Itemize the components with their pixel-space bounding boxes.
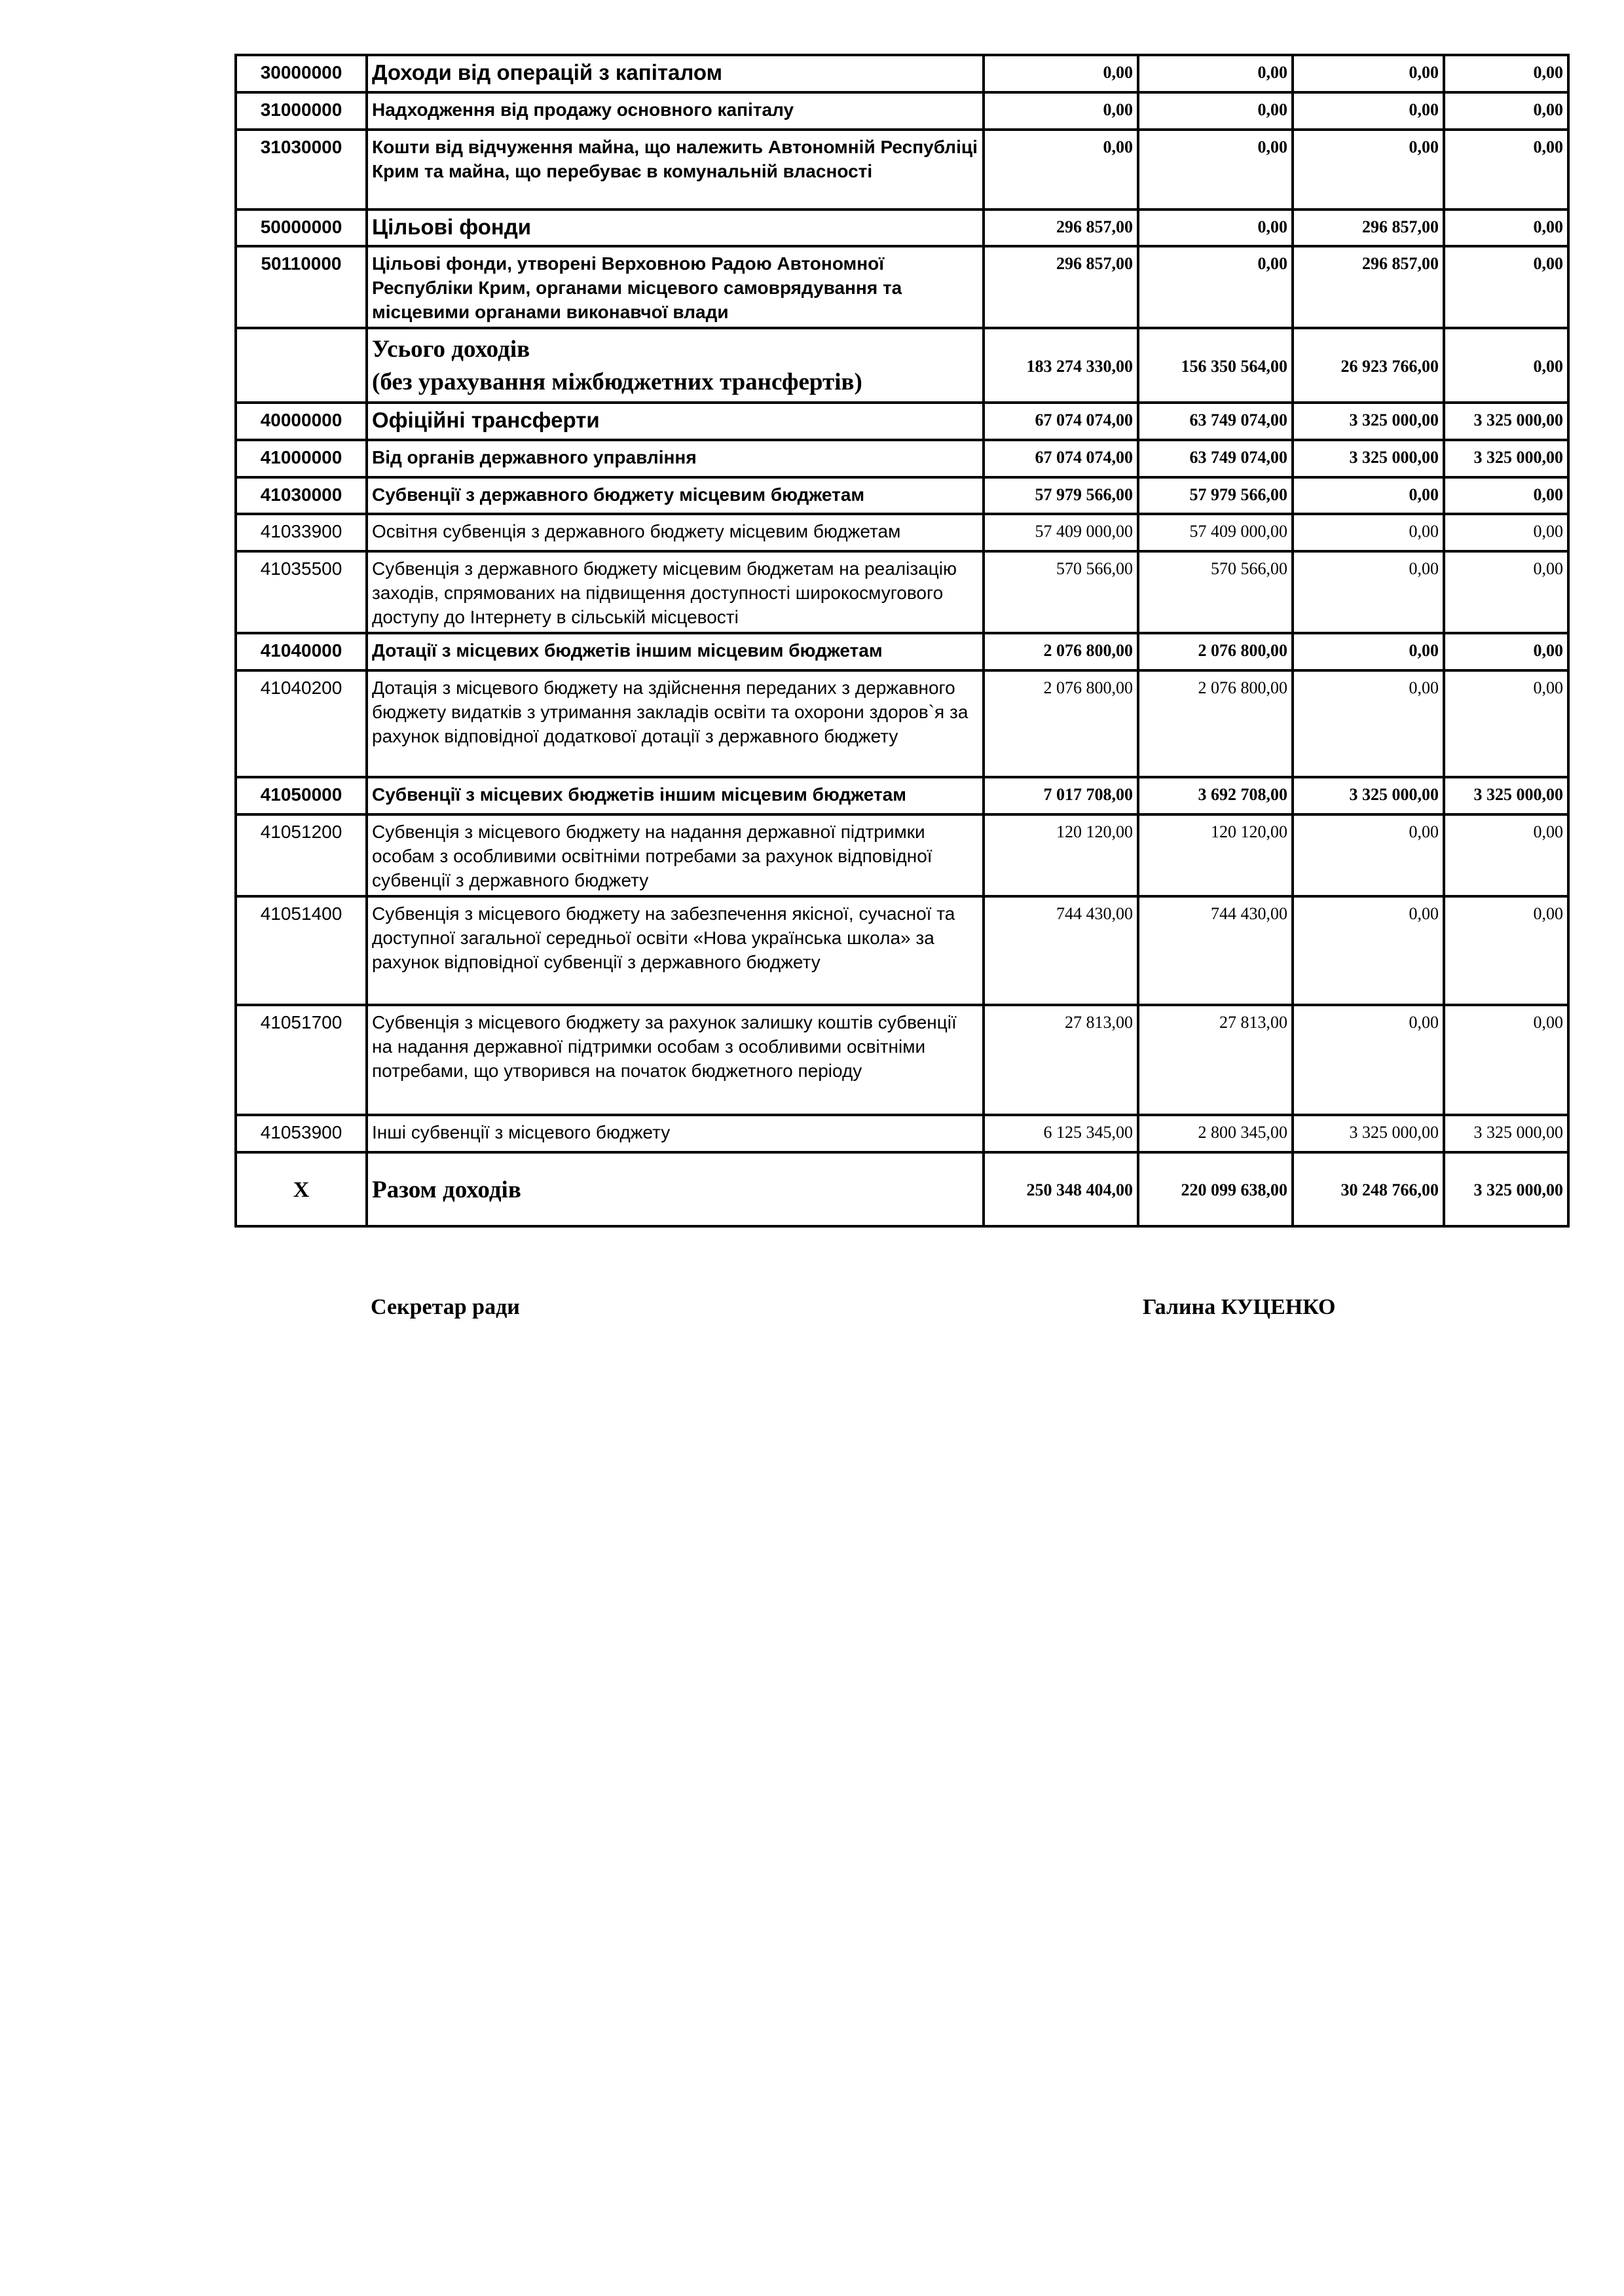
table-row: [236, 130, 1568, 210]
row-value-total: 183 274 330,00: [984, 328, 1138, 403]
row-value-total: 570 566,00: [984, 551, 1138, 633]
row-value-development-budget: 3 325 000,00: [1444, 1115, 1568, 1152]
row-name: Кошти від відчуження майна, що належить Автономній Республіці Крим та майна, що перебуває в комунальній власності: [367, 130, 984, 210]
row-value-total: 296 857,00: [984, 210, 1138, 246]
row-value-general-fund: 57 409 000,00: [1138, 514, 1293, 551]
row-code: 41053900: [236, 1115, 367, 1152]
row-name: Субвенція з державного бюджету місцевим бюджетам на реалізацію заходів, спрямованих на підвищення доступності широкосмугового доступу до Інтернету в сільській місцевості: [367, 551, 984, 633]
row-name: Освітня субвенція з державного бюджету місцевим бюджетам: [367, 514, 984, 551]
row-value-total: 744 430,00: [984, 896, 1138, 1005]
table-row: [236, 440, 1568, 477]
row-name: Субвенція з місцевого бюджету за рахунок залишку коштів субвенції на надання державної підтримки особам з особливими освітніми потребами, що утворився на початок бюджетного періоду: [367, 1005, 984, 1115]
row-value-development-budget: 0,00: [1444, 814, 1568, 896]
row-value-general-fund: 570 566,00: [1138, 551, 1293, 633]
row-value-total: 0,00: [984, 92, 1138, 130]
row-name: Інші субвенції з місцевого бюджету: [367, 1115, 984, 1152]
table-row: [236, 1115, 1568, 1152]
table-row: [236, 777, 1568, 814]
row-name: Дотація з місцевого бюджету на здійснення переданих з державного бюджету видатків з утримання закладів освіти та охорони здоров`я за рахунок відповідної додаткової дотації з державного бюджету: [367, 670, 984, 777]
row-code: 41040000: [236, 633, 367, 670]
row-code: X: [236, 1152, 367, 1226]
row-value-development-budget: 3 325 000,00: [1444, 777, 1568, 814]
row-name: Цільові фонди: [367, 210, 984, 246]
row-name: Офіційні трансферти: [367, 403, 984, 440]
row-code: 41051700: [236, 1005, 367, 1115]
row-value-special-fund: 0,00: [1293, 92, 1444, 130]
row-code: 30000000: [236, 55, 367, 92]
row-code: 31030000: [236, 130, 367, 210]
table-row: [236, 551, 1568, 633]
row-name: Надходження від продажу основного капіталу: [367, 92, 984, 130]
subtotal-label-line1: Усього доходів: [372, 336, 530, 363]
row-value-development-budget: 0,00: [1444, 246, 1568, 328]
row-code: 41035500: [236, 551, 367, 633]
row-value-development-budget: 3 325 000,00: [1444, 440, 1568, 477]
row-name: Від органів державного управління: [367, 440, 984, 477]
row-value-special-fund: 296 857,00: [1293, 246, 1444, 328]
table-row: [236, 896, 1568, 1005]
row-value-special-fund: 296 857,00: [1293, 210, 1444, 246]
table-row: [236, 670, 1568, 777]
table-row: [236, 477, 1568, 514]
row-value-general-fund: 120 120,00: [1138, 814, 1293, 896]
row-name: Субвенція з місцевого бюджету на надання державної підтримки особам з особливими освітніми потребами за рахунок відповідної субвенції з державного бюджету: [367, 814, 984, 896]
row-value-general-fund: 3 692 708,00: [1138, 777, 1293, 814]
subtotal-row: [236, 328, 1568, 403]
row-value-development-budget: 0,00: [1444, 633, 1568, 670]
row-value-total: 296 857,00: [984, 246, 1138, 328]
row-value-special-fund: 0,00: [1293, 1005, 1444, 1115]
row-value-general-fund: 0,00: [1138, 92, 1293, 130]
table-row: [236, 246, 1568, 328]
row-value-general-fund: 2 800 345,00: [1138, 1115, 1293, 1152]
row-value-special-fund: 0,00: [1293, 514, 1444, 551]
row-value-development-budget: 0,00: [1444, 328, 1568, 403]
row-value-development-budget: 3 325 000,00: [1444, 403, 1568, 440]
row-value-total: 67 074 074,00: [984, 403, 1138, 440]
row-name: Дотації з місцевих бюджетів іншим місцевим бюджетам: [367, 633, 984, 670]
grand-total-label: Разом доходів: [367, 1152, 984, 1226]
row-value-general-fund: 0,00: [1138, 246, 1293, 328]
revenue-table: [234, 54, 1570, 1228]
row-value-total: 67 074 074,00: [984, 440, 1138, 477]
row-value-special-fund: 0,00: [1293, 633, 1444, 670]
table-row: [236, 92, 1568, 130]
row-value-development-budget: 0,00: [1444, 55, 1568, 92]
row-value-development-budget: 0,00: [1444, 551, 1568, 633]
row-value-general-fund: 0,00: [1138, 210, 1293, 246]
signature-name: Галина КУЦЕНКО: [1143, 1295, 1336, 1319]
subtotal-label: [367, 328, 984, 403]
row-value-special-fund: 26 923 766,00: [1293, 328, 1444, 403]
signature-title: Секретар ради: [371, 1295, 520, 1319]
grand-total-row: [236, 1152, 1568, 1226]
row-code: [236, 328, 367, 403]
table-row: [236, 814, 1568, 896]
row-code: 41051400: [236, 896, 367, 1005]
row-value-total: 57 979 566,00: [984, 477, 1138, 514]
row-value-total: 2 076 800,00: [984, 670, 1138, 777]
row-value-total: 27 813,00: [984, 1005, 1138, 1115]
row-code: 50110000: [236, 246, 367, 328]
row-value-special-fund: 0,00: [1293, 670, 1444, 777]
row-value-development-budget: 0,00: [1444, 514, 1568, 551]
row-code: 41040200: [236, 670, 367, 777]
row-code: 41000000: [236, 440, 367, 477]
row-value-development-budget: 0,00: [1444, 670, 1568, 777]
row-value-total: 57 409 000,00: [984, 514, 1138, 551]
row-value-total: 250 348 404,00: [984, 1152, 1138, 1226]
row-name: Субвенції з місцевих бюджетів іншим місцевим бюджетам: [367, 777, 984, 814]
row-value-special-fund: 3 325 000,00: [1293, 403, 1444, 440]
row-value-special-fund: 30 248 766,00: [1293, 1152, 1444, 1226]
row-code: 41033900: [236, 514, 367, 551]
row-value-total: 7 017 708,00: [984, 777, 1138, 814]
row-value-general-fund: 744 430,00: [1138, 896, 1293, 1005]
row-value-development-budget: 0,00: [1444, 896, 1568, 1005]
row-value-special-fund: 0,00: [1293, 477, 1444, 514]
row-name: Субвенція з місцевого бюджету на забезпечення якісної, сучасної та доступної загальної середньої освіти «Нова українська школа» за рахунок відповідної субвенції з державного бюджету: [367, 896, 984, 1005]
row-value-total: 0,00: [984, 130, 1138, 210]
row-value-development-budget: 0,00: [1444, 130, 1568, 210]
row-name: Субвенції з державного бюджету місцевим бюджетам: [367, 477, 984, 514]
row-value-general-fund: 0,00: [1138, 55, 1293, 92]
row-value-development-budget: 0,00: [1444, 477, 1568, 514]
row-name: Доходи від операцій з капіталом: [367, 55, 984, 92]
row-value-special-fund: 3 325 000,00: [1293, 440, 1444, 477]
row-value-special-fund: 0,00: [1293, 896, 1444, 1005]
row-value-special-fund: 0,00: [1293, 55, 1444, 92]
row-value-general-fund: 57 979 566,00: [1138, 477, 1293, 514]
row-code: 40000000: [236, 403, 367, 440]
table-row: [236, 1005, 1568, 1115]
row-value-special-fund: 3 325 000,00: [1293, 777, 1444, 814]
row-code: 41051200: [236, 814, 367, 896]
row-name: Цільові фонди, утворені Верховною Радою Автономної Республіки Крим, органами місцевого самоврядування та місцевими органами виконавчої влади: [367, 246, 984, 328]
table-row: [236, 514, 1568, 551]
row-value-special-fund: 0,00: [1293, 130, 1444, 210]
row-value-total: 120 120,00: [984, 814, 1138, 896]
row-value-general-fund: 63 749 074,00: [1138, 440, 1293, 477]
row-code: 41030000: [236, 477, 367, 514]
row-value-general-fund: 156 350 564,00: [1138, 328, 1293, 403]
row-value-special-fund: 0,00: [1293, 814, 1444, 896]
row-code: 41050000: [236, 777, 367, 814]
row-value-development-budget: 0,00: [1444, 210, 1568, 246]
row-value-total: 6 125 345,00: [984, 1115, 1138, 1152]
row-value-total: 2 076 800,00: [984, 633, 1138, 670]
row-value-special-fund: 3 325 000,00: [1293, 1115, 1444, 1152]
row-value-general-fund: 220 099 638,00: [1138, 1152, 1293, 1226]
subtotal-label-line2: (без урахування міжбюджетних трансфертів): [372, 369, 862, 395]
row-code: 31000000: [236, 92, 367, 130]
table-row: [236, 403, 1568, 440]
row-value-development-budget: 0,00: [1444, 92, 1568, 130]
row-value-total: 0,00: [984, 55, 1138, 92]
row-value-general-fund: 0,00: [1138, 130, 1293, 210]
row-value-development-budget: 3 325 000,00: [1444, 1152, 1568, 1226]
row-value-general-fund: 63 749 074,00: [1138, 403, 1293, 440]
table-row: [236, 210, 1568, 246]
table-row: [236, 633, 1568, 670]
row-value-general-fund: 2 076 800,00: [1138, 633, 1293, 670]
table-row: [236, 55, 1568, 92]
row-value-general-fund: 2 076 800,00: [1138, 670, 1293, 777]
row-code: 50000000: [236, 210, 367, 246]
row-value-development-budget: 0,00: [1444, 1005, 1568, 1115]
row-value-special-fund: 0,00: [1293, 551, 1444, 633]
row-value-general-fund: 27 813,00: [1138, 1005, 1293, 1115]
